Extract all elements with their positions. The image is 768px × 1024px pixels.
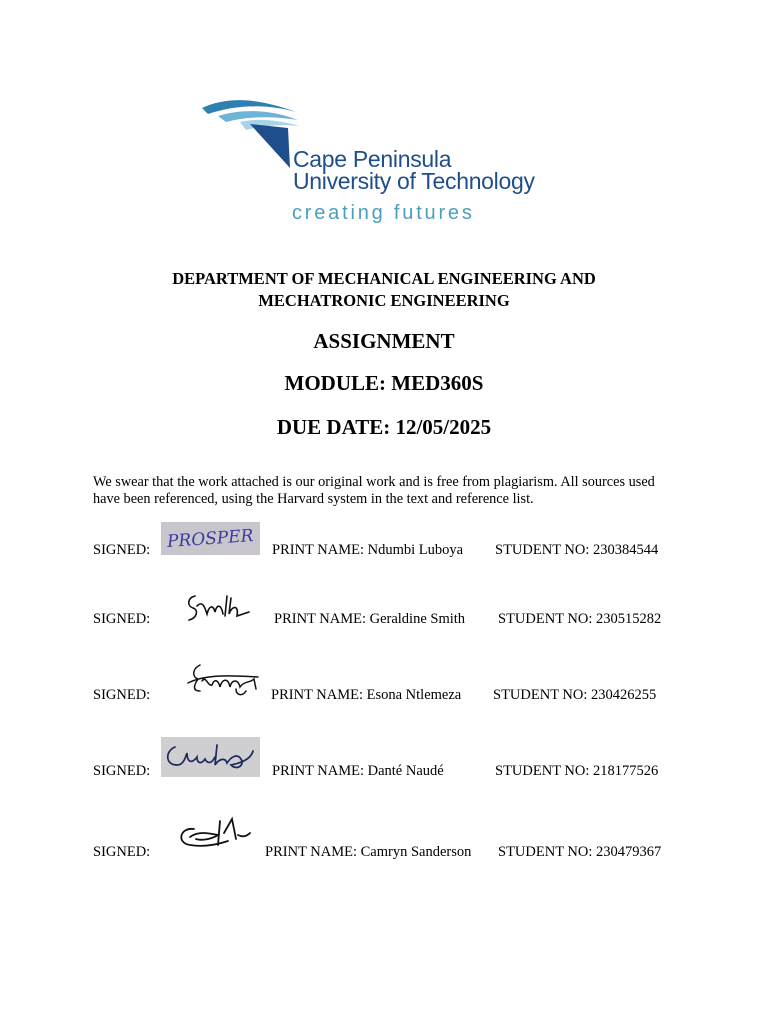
student-number: STUDENT NO: 218177526 xyxy=(495,763,659,779)
department-line-2: MECHATRONIC ENGINEERING xyxy=(258,291,510,310)
print-name: PRINT NAME: Camryn Sanderson xyxy=(265,844,472,860)
logo-line-1: Cape Peninsula xyxy=(293,146,452,172)
print-name: PRINT NAME: Ndumbi Luboya xyxy=(272,542,464,558)
print-name: PRINT NAME: Geraldine Smith xyxy=(274,611,466,627)
due-date: DUE DATE: 12/05/2025 xyxy=(276,415,492,439)
signatory-row xyxy=(93,611,693,631)
student-number: STUDENT NO: 230479367 xyxy=(498,844,662,860)
signed-label: SIGNED: xyxy=(93,844,151,860)
assignment-title: ASSIGNMENT xyxy=(313,329,455,353)
signed-label: SIGNED: xyxy=(93,542,151,558)
print-name: PRINT NAME: Danté Naudé xyxy=(272,763,444,779)
signed-label: SIGNED: xyxy=(93,687,151,703)
student-number: STUDENT NO: 230384544 xyxy=(495,542,659,558)
signed-label: SIGNED: xyxy=(93,611,151,627)
signatory-row xyxy=(93,542,693,562)
signatory-row xyxy=(93,844,693,864)
cput-emblem-icon xyxy=(198,94,308,174)
student-number: STUDENT NO: 230426255 xyxy=(493,687,657,703)
student-number: STUDENT NO: 230515282 xyxy=(498,611,662,627)
print-name: PRINT NAME: Esona Ntlemeza xyxy=(271,687,462,703)
svg-text:PROSPER: PROSPER xyxy=(166,526,255,553)
logo-tagline: creating futures xyxy=(292,202,475,224)
department-heading xyxy=(0,268,768,312)
signed-label: SIGNED: xyxy=(93,763,151,779)
department-line-1: DEPARTMENT OF MECHANICAL ENGINEERING AND xyxy=(172,269,596,288)
signatory-row xyxy=(93,687,693,707)
logo-line-2: University of Technology xyxy=(293,168,535,194)
plagiarism-declaration: We swear that the work attached is our original work and is free from plagiarism. All sources used have been referenced, using the Harvard system in the text and reference list. xyxy=(93,474,655,507)
university-logo xyxy=(198,94,578,234)
signatory-row xyxy=(93,763,693,783)
module-code: MODULE: MED360S xyxy=(284,371,484,395)
